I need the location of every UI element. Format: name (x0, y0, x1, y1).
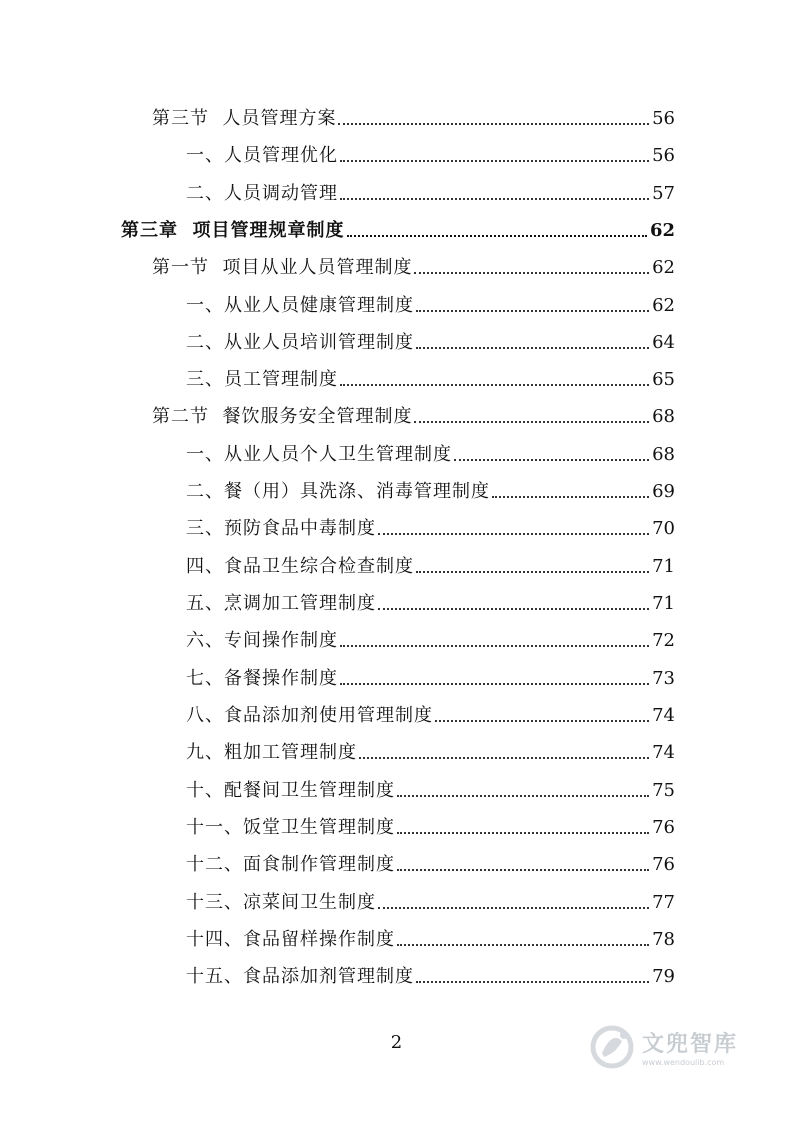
toc-entry-page: 78 (652, 929, 675, 950)
dot-leader (359, 757, 649, 759)
dot-leader (340, 160, 649, 162)
toc-entry[interactable] (186, 734, 675, 764)
toc-entry-page: 64 (652, 332, 675, 353)
toc-entry-page: 74 (652, 742, 675, 763)
dot-leader (397, 869, 649, 871)
dot-leader (378, 907, 649, 909)
toc-entry[interactable] (186, 697, 675, 727)
toc-entry-title: 二、餐（用）具洗涤、消毒管理制度 (186, 481, 490, 502)
toc-entry-page: 56 (652, 145, 675, 166)
dot-leader (492, 496, 649, 498)
toc-entry-title: 六、专间操作制度 (186, 630, 338, 651)
toc-entry-page: 73 (652, 668, 675, 689)
toc-entry-page: 71 (652, 593, 675, 614)
toc-entry-title: 三、预防食品中毒制度 (186, 518, 376, 539)
toc-entry-title: 十一、饭堂卫生管理制度 (186, 817, 395, 838)
toc-entry-title: 二、人员调动管理 (186, 183, 338, 204)
dot-leader (378, 608, 649, 610)
toc-entry[interactable] (186, 287, 675, 317)
watermark-name: 文兜智库 (642, 1032, 739, 1057)
dot-leader (435, 720, 649, 722)
toc-entry-page: 75 (652, 780, 675, 801)
toc-entry-title: 一、从业人员个人卫生管理制度 (186, 444, 452, 465)
toc-entry-chapter[interactable] (121, 212, 675, 242)
toc-entry[interactable] (186, 436, 675, 466)
toc-entry[interactable] (186, 660, 675, 690)
toc-entry-title: 十三、凉菜间卫生制度 (186, 892, 376, 913)
dot-leader (340, 384, 649, 386)
toc-entry[interactable] (186, 510, 675, 540)
dot-leader (414, 421, 649, 423)
dot-leader (416, 571, 649, 573)
toc-entry[interactable] (186, 772, 675, 802)
toc-entry-title: 十二、面食制作管理制度 (186, 854, 395, 875)
dot-leader (416, 981, 649, 983)
toc-entry-page: 71 (652, 556, 675, 577)
watermark (588, 1022, 788, 1072)
toc-entry[interactable] (186, 548, 675, 578)
dot-leader (397, 795, 649, 797)
toc-entry-title: 第一节 项目从业人员管理制度 (152, 257, 413, 278)
dot-leader (397, 832, 649, 834)
dot-leader (347, 235, 647, 237)
toc-entry-page: 76 (652, 817, 675, 838)
dot-leader (378, 533, 649, 535)
toc-entry[interactable] (186, 958, 675, 988)
toc-entry-title: 二、从业人员培训管理制度 (186, 332, 414, 353)
dot-leader (340, 645, 649, 647)
toc-entry-title: 十五、食品添加剂管理制度 (186, 966, 414, 987)
toc-entry-title: 八、食品添加剂使用管理制度 (186, 705, 433, 726)
page-number: 2 (390, 1032, 403, 1053)
toc-entry-page: 57 (652, 183, 675, 204)
dot-leader (340, 683, 649, 685)
toc-entry-page: 79 (652, 966, 675, 987)
toc-entry-page: 65 (652, 369, 675, 390)
toc-entry[interactable] (186, 137, 675, 167)
toc-entry-title: 一、从业人员健康管理制度 (186, 295, 414, 316)
toc-entry-title: 十四、食品留样操作制度 (186, 929, 395, 950)
toc-entry[interactable] (186, 473, 675, 503)
dot-leader (414, 272, 649, 274)
toc-entry[interactable] (186, 585, 675, 615)
toc-entry-title: 第三章 项目管理规章制度 (121, 220, 345, 241)
toc-entry-title: 十、配餐间卫生管理制度 (186, 780, 395, 801)
toc-entry-title: 四、食品卫生综合检查制度 (186, 556, 414, 577)
toc-entry[interactable] (152, 100, 675, 130)
toc-entry[interactable] (152, 249, 675, 279)
dot-leader (338, 123, 649, 125)
toc-entry-page: 69 (652, 481, 675, 502)
brand-logo-icon (588, 1023, 636, 1071)
toc-entry-page: 74 (652, 705, 675, 726)
toc-entry-title: 一、人员管理优化 (186, 145, 338, 166)
watermark-url: www.wendoulib.com (642, 1058, 725, 1067)
dot-leader (340, 198, 649, 200)
toc-entry[interactable] (152, 398, 675, 428)
toc-entry-title: 五、烹调加工管理制度 (186, 593, 376, 614)
toc-entry[interactable] (186, 921, 675, 951)
toc-entry-page: 62 (649, 220, 675, 241)
toc-entry[interactable] (186, 175, 675, 205)
toc-entry-page: 68 (652, 444, 675, 465)
toc-entry-page: 77 (652, 892, 675, 913)
toc-entry-page: 72 (652, 630, 675, 651)
toc-entry[interactable] (186, 846, 675, 876)
toc-entry-page: 70 (652, 518, 675, 539)
toc-entry-page: 62 (652, 257, 675, 278)
dot-leader (454, 459, 649, 461)
toc-entry-title: 三、员工管理制度 (186, 369, 338, 390)
toc-entry-page: 68 (652, 406, 675, 427)
toc-entry[interactable] (186, 809, 675, 839)
toc-entry[interactable] (186, 884, 675, 914)
toc-entry-page: 76 (652, 854, 675, 875)
dot-leader (416, 310, 649, 312)
toc-entry[interactable] (186, 324, 675, 354)
dot-leader (416, 347, 649, 349)
toc-entry-page: 56 (652, 108, 675, 129)
toc-entry-title: 七、备餐操作制度 (186, 668, 338, 689)
toc-entry-title: 九、粗加工管理制度 (186, 742, 357, 763)
toc-entry-page: 62 (652, 295, 675, 316)
toc-entry[interactable] (186, 622, 675, 652)
toc-entry-title: 第二节 餐饮服务安全管理制度 (152, 406, 413, 427)
toc-entry-title: 第三节 人员管理方案 (152, 108, 337, 129)
dot-leader (397, 944, 649, 946)
toc-entry[interactable] (186, 361, 675, 391)
